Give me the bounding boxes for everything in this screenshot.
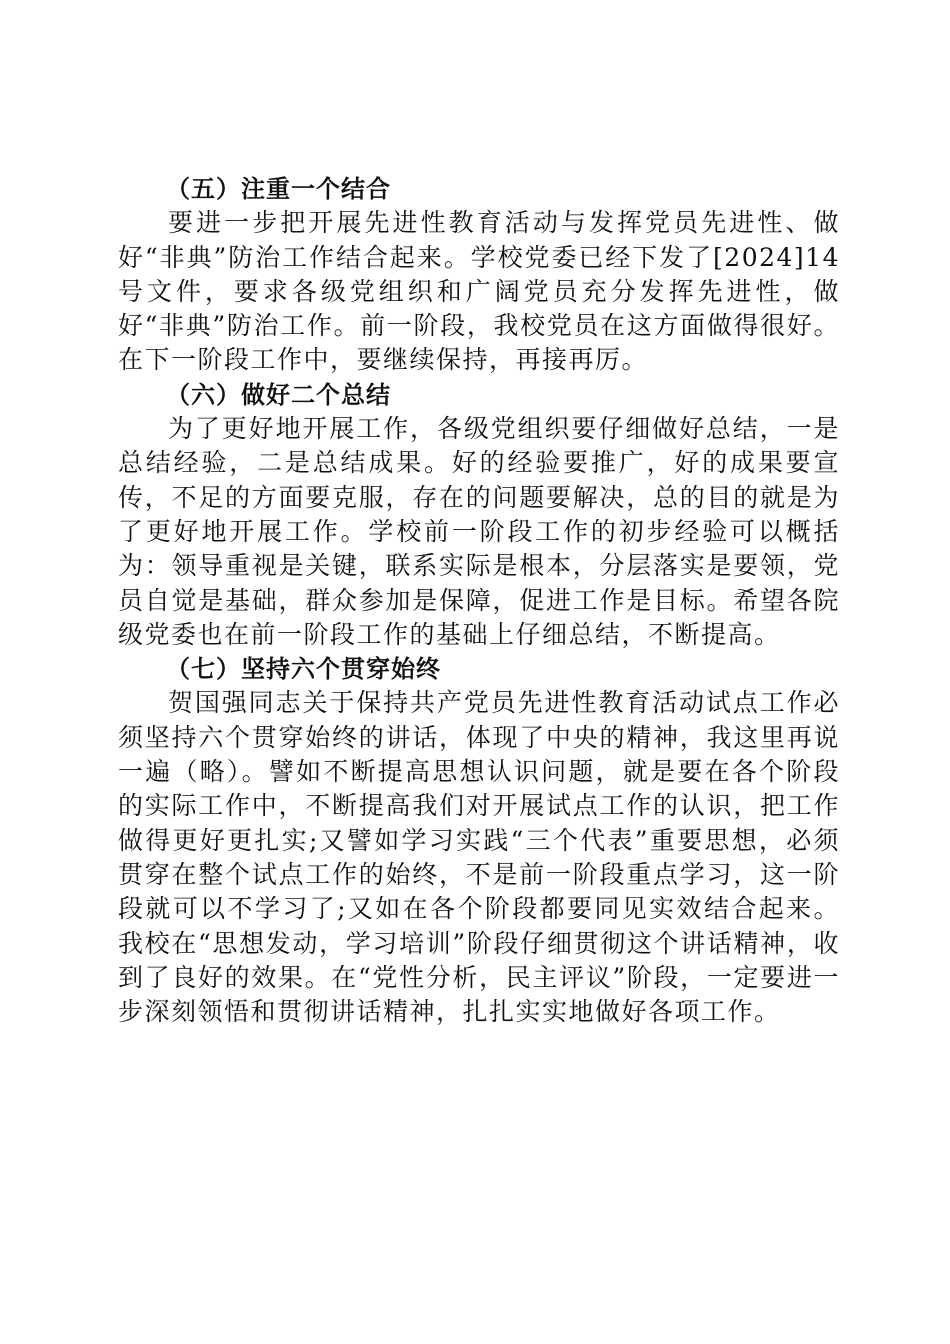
section-heading-5: （五）注重一个结合	[166, 175, 391, 203]
section-paragraph-5: 要进一步把开展先进性教育活动与发挥党员先进性、做好“非典”防治工作结合起来。学校党委已经下发了[2024]14号文件，要求各级党组织和广阔党员充分发挥先进性，做好“非典”防治工作。前一阶段，我校党员在这方面做得很好。在下一阶段工作中，要继续保持，再接再厉。	[118, 208, 840, 375]
section-heading-6: （六）做好二个总结	[166, 380, 391, 409]
section-heading-7: （七）坚持六个贯穿始终	[166, 655, 441, 684]
section-paragraph-6: 为了更好地开展工作，各级党组织要仔细做好总结，一是总结经验，二是总结成果。好的经验要推广，好的成果要宣传，不足的方面要克服，存在的问题要解决，总的目的就是为了更好地开展工作。学校前一阶段工作的初步经验可以概括为：领导重视是关键，联系实际是根本，分层落实是要领，党员自觉是基础，群众参加是保障，促进工作是目标。希望各院级党委也在前一阶段工作的基础上仔细总结，不断提高。	[118, 414, 840, 649]
document-body	[118, 172, 840, 1029]
section-paragraph-7: 贺国强同志关于保持共产党员先进性教育活动试点工作必须坚持六个贯穿始终的讲话，体现了中央的精神，我这里再说一遍（略）。譬如不断提高思想认识问题，就是要在各个阶段的实际工作中，不断提高我们对开展试点工作的认识，把工作做得更好更扎实;又譬如学习实践“三个代表”重要思想，必须贯穿在整个试点工作的始终，不是前一阶段重点学习，这一阶段就可以不学习了;又如在各个阶段都要同见实效结合起来。我校在“思想发动，学习培训”阶段仔细贯彻这个讲话精神，收到了良好的效果。在“党性分析，民主评议”阶段，一定要进一步深刻领悟和贯彻讲话精神，扎扎实实地做好各项工作。	[118, 688, 840, 1027]
